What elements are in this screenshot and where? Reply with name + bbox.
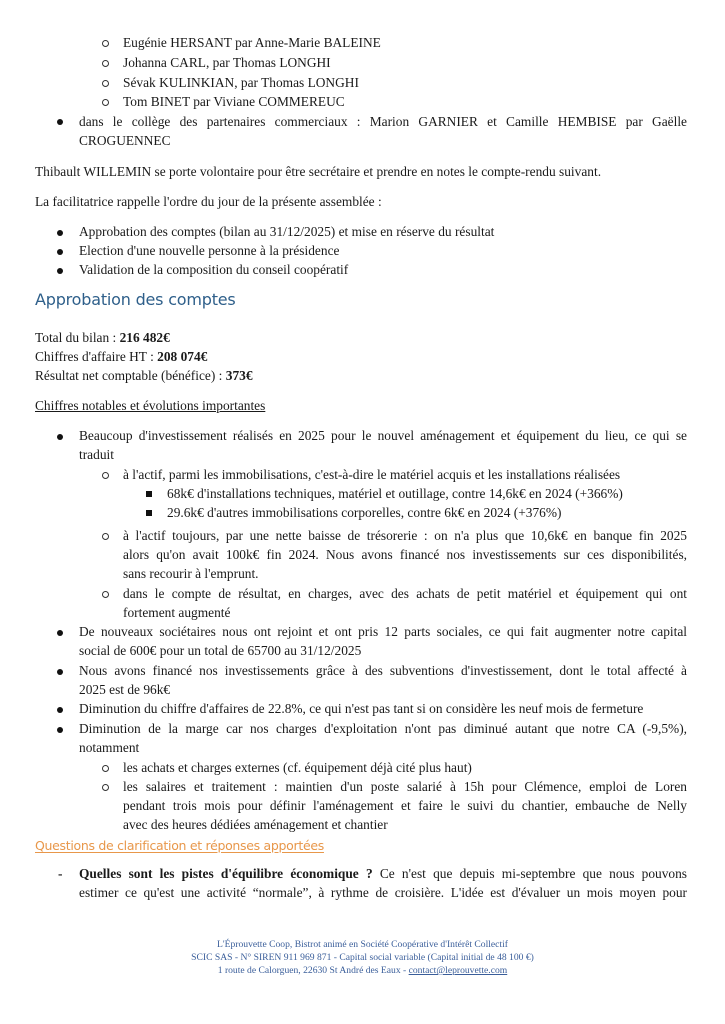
bullet-icon — [57, 268, 63, 274]
partners-line-cont: CROGUENNEC — [79, 133, 171, 148]
bullet-icon — [57, 669, 63, 675]
salaries-line-3: avec des heures dédiées aménagement et chantier — [123, 817, 388, 832]
salaries-line: les salaires et traitement : maintien d'un poste salarié à 15h pour Clémence, emploi de Loren — [123, 779, 687, 794]
external-charges-line: les achats et charges externes (cf. équipement déjà cité plus haut) — [123, 760, 472, 775]
treasury-line-2: alors qu'on avait 100k€ fin 2024. Nous avons financé nos investissements sur ces disponibilités, — [123, 547, 687, 562]
total-bilan-value: 216 482€ — [119, 330, 170, 345]
dash-bullet-icon: - — [58, 866, 63, 881]
footer-line-1: L'Éprouvette Coop, Bistrot animé en Société Coopérative d'Intérêt Collectif — [217, 939, 508, 950]
square-bullet-icon — [146, 510, 152, 516]
bullet-icon — [57, 727, 63, 733]
total-bilan-label: Total du bilan : — [35, 330, 120, 345]
circle-bullet-icon — [102, 99, 109, 106]
assets-intro: à l'actif, parmi les immobilisations, c'est-à-dire le matériel acquis et les installations réalisées — [123, 467, 621, 482]
net-result — [35, 366, 253, 386]
revenue — [35, 347, 207, 367]
agenda-item: Election d'une nouvelle personne à la présidence — [79, 243, 340, 258]
bullet-icon — [57, 434, 63, 440]
bullet-icon — [57, 249, 63, 255]
list-item: Sévak KULINKIAN, par Thomas LONGHI — [123, 75, 359, 90]
margin-line-2: notamment — [79, 740, 140, 755]
section-heading-accounts: Approbation des comptes — [35, 290, 236, 309]
question-answer: Ce n'est que depuis mi-septembre que nous pouvons — [372, 866, 688, 881]
agenda-item: Validation de la composition du conseil coopératif — [79, 262, 349, 277]
footer — [0, 938, 725, 977]
net-result-label: Résultat net comptable (bénéfice) : — [35, 368, 226, 383]
square-bullet-icon — [146, 491, 152, 497]
charges-line-2: fortement augmenté — [123, 605, 231, 620]
investment-line: Beaucoup d'investissement réalisés en 2025 pour le nouvel aménagement et équipement du lieu, ce qui se — [79, 428, 687, 443]
question-line — [79, 864, 687, 884]
salaries-line-2: pendant trois mois pour définir l'aménagement et faire le suivi du chantier, embauche de Nelly — [123, 798, 687, 813]
margin-line: Diminution de la marge car nos charges d'exploitation n'ont pas diminué autant que notre CA (-9,5%), — [79, 721, 687, 736]
circle-bullet-icon — [102, 591, 109, 598]
assets-item: 68k€ d'installations techniques, matériel et outillage, contre 14,6k€ en 2024 (+366%) — [167, 486, 623, 501]
bullet-icon — [57, 707, 63, 713]
list-item: Eugénie HERSANT par Anne-Marie BALEINE — [123, 35, 381, 50]
question-title: Quelles sont les pistes d'équilibre économique ? — [79, 866, 373, 881]
charges-line: dans le compte de résultat, en charges, avec des achats de petit matériel et équipement qui ont — [123, 586, 687, 601]
treasury-line-3: sans recourir à l'emprunt. — [123, 566, 259, 581]
secretary-paragraph: Thibault WILLEMIN se porte volontaire pour être secrétaire et prendre en notes le compte-rendu suivant. — [35, 164, 602, 179]
footer-line-2: SCIC SAS - N° SIREN 911 969 871 - Capital social variable (Capital initial de 48 100 €) — [191, 952, 534, 963]
circle-bullet-icon — [102, 472, 109, 479]
investment-line-cont: traduit — [79, 447, 114, 462]
subsidies-line-2: 2025 est de 96k€ — [79, 682, 171, 697]
total-bilan — [35, 328, 170, 348]
bullet-icon — [57, 630, 63, 636]
partners-line: dans le collège des partenaires commerciaux : Marion GARNIER et Camille HEMBISE par Gaëlle — [79, 114, 687, 129]
bullet-icon — [57, 119, 63, 125]
footer-line-3 — [0, 964, 725, 977]
bullet-icon — [57, 230, 63, 236]
revenue-value: 208 074€ — [157, 349, 208, 364]
revenue-drop-line: Diminution du chiffre d'affaires de 22.8%, ce qui n'est pas tant si on considère les neuf mois de fermeture — [79, 701, 644, 716]
circle-bullet-icon — [102, 80, 109, 87]
circle-bullet-icon — [102, 784, 109, 791]
agenda-item: Approbation des comptes (bilan au 31/12/2025) et mise en réserve du résultat — [79, 224, 495, 239]
footer-address: 1 route de Calorguen, 22630 St André des Eaux - — [217, 965, 409, 976]
treasury-line: à l'actif toujours, par une nette baisse de trésorerie : on n'a plus que 10,6k€ en banque fin 2025 — [123, 528, 687, 543]
notable-heading: Chiffres notables et évolutions importantes — [35, 398, 266, 413]
revenue-label: Chiffres d'affaire HT : — [35, 349, 158, 364]
agenda-intro: La facilitatrice rappelle l'ordre du jour de la présente assemblée : — [35, 194, 382, 209]
assets-item: 29.6k€ d'autres immobilisations corporelles, contre 6k€ en 2024 (+376%) — [167, 505, 562, 520]
section-heading-questions: Questions de clarification et réponses apportées — [35, 838, 324, 853]
net-result-value: 373€ — [225, 368, 253, 383]
question-line-2: estimer ce qu'est une activité “normale”, à rythme de croisière. L'idée est d'évaluer un mois moyen pour — [79, 885, 687, 900]
circle-bullet-icon — [102, 60, 109, 67]
members-line: De nouveaux sociétaires nous ont rejoint et ont pris 12 parts sociales, ce qui fait augmenter notre capital — [79, 624, 687, 639]
circle-bullet-icon — [102, 40, 109, 47]
circle-bullet-icon — [102, 533, 109, 540]
subsidies-line: Nous avons financé nos investissements grâce à des subventions d'investissement, dont le total affecté à — [79, 663, 687, 678]
footer-email-link[interactable]: contact@leprouvette.com — [408, 965, 508, 976]
list-item: Tom BINET par Viviane COMMEREUC — [123, 94, 345, 109]
members-line-2: social de 600€ pour un total de 65700 au 31/12/2025 — [79, 643, 362, 658]
circle-bullet-icon — [102, 765, 109, 772]
list-item: Johanna CARL, par Thomas LONGHI — [123, 55, 331, 70]
